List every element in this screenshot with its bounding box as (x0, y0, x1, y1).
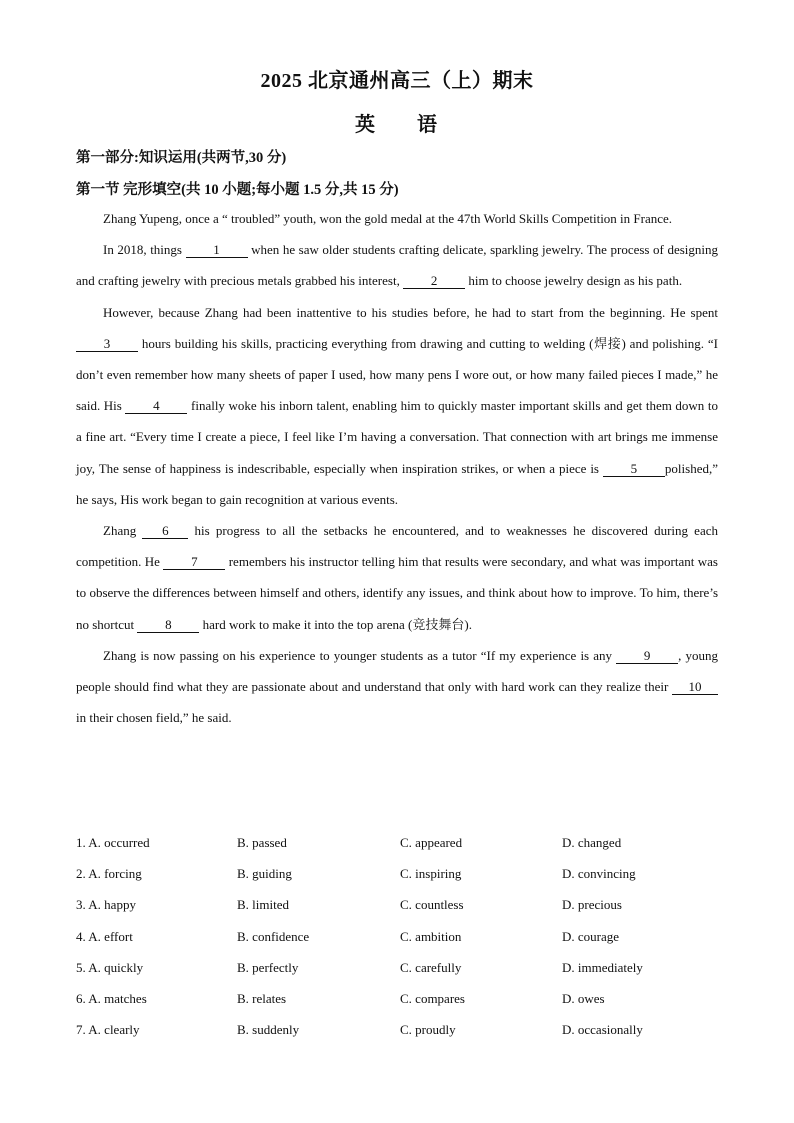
paragraph-text: However, because Zhang had been inattentive to his studies before, he had to start from the beginning. He spent (103, 304, 718, 320)
option-b: B. confidence (237, 928, 310, 944)
answer-options (76, 827, 726, 1045)
paragraph-text: remembers his instructor telling him that results were secondary, and what was important was to observe the differences between himself and others, identify any issues, and think about how to improve. To him, there’s no shortcut (76, 554, 718, 632)
option-b: B. suddenly (237, 1022, 300, 1038)
paragraph-text: , young people should find what they are passionate about and understand that only with hard work can they realize their (76, 647, 718, 695)
paragraph (76, 515, 718, 640)
paragraph (76, 297, 718, 515)
option-c: C. proudly (400, 1022, 456, 1038)
option-row (76, 952, 726, 983)
paragraph-text: his progress to all the setbacks he encountered, and to weaknesses he discovered during each competition. He (76, 523, 718, 570)
option-a: 7. A. clearly (76, 1022, 140, 1038)
paragraph-text: Zhang Yupeng, once a “ troubled” youth, won the gold medal at the 47th World Skills Competition in France. (103, 211, 673, 226)
option-c: C. ambition (400, 928, 462, 944)
option-b: B. relates (237, 990, 287, 1006)
paragraph-text: in their chosen field,” he said. (76, 710, 232, 726)
option-d: D. occasionally (562, 1022, 643, 1038)
blank-1: 1 (186, 242, 248, 258)
option-row (76, 827, 726, 858)
blank-10: 10 (672, 679, 718, 695)
option-a: 6. A. matches (76, 990, 147, 1006)
option-a: 2. A. forcing (76, 866, 142, 882)
option-row (76, 1014, 726, 1045)
option-d: D. precious (562, 897, 622, 913)
blank-2: 2 (403, 273, 465, 289)
option-d: D. courage (562, 928, 620, 944)
part-heading: 第一部分:知识运用(共两节,30 分) (76, 150, 287, 166)
option-c: C. countless (400, 897, 464, 913)
paragraph (76, 203, 718, 234)
blank-5: 5 (603, 461, 665, 477)
paragraph-text: finally woke his inborn talent, enabling him to quickly master important skills and get them down to a fine art. “Every time I create a piece, I feel like I’m having a conversation. That connection with art brings me immense joy, The sense of happiness is indescribable, especially when inspiration strikes, or when a piece is (76, 398, 718, 476)
paragraph-text: hard work to make it into the top arena (竞技舞台). (199, 616, 472, 632)
option-d: D. immediately (562, 959, 643, 975)
option-row (76, 921, 726, 952)
option-a: 5. A. quickly (76, 959, 144, 975)
paragraph-text: hours building his skills, practicing everything from drawing and cutting to welding (焊接) and polishing. “I don’t even remember how many sheets of paper I used, how many pens I wore out, or how many failed pieces I made,” he said. His (76, 335, 718, 414)
option-d: D. convincing (562, 866, 636, 882)
subject-char: 英 (355, 114, 377, 136)
paragraph-text: polished,” he says, His work began to gain recognition at various events. (76, 460, 718, 507)
paragraph-text: him to choose jewelry design as his path. (465, 273, 683, 289)
exam-title: 2025 北京通州高三（上）期末 (260, 70, 534, 92)
option-b: B. limited (237, 897, 289, 913)
paragraph-text: Zhang (103, 523, 143, 539)
blank-9: 9 (616, 648, 678, 664)
blank-7: 7 (163, 554, 225, 570)
option-a: 1. A. occurred (76, 835, 150, 850)
option-a: 3. A. happy (76, 897, 136, 913)
option-b: B. passed (237, 835, 287, 850)
option-a: 4. A. effort (76, 928, 133, 944)
paragraph-text: Zhang is now passing on his experience to younger students as a tutor “If my experience is any (103, 647, 617, 663)
option-c: C. carefully (400, 959, 462, 975)
option-c: C. inspiring (400, 866, 462, 882)
option-d: D. owes (562, 990, 605, 1006)
blank-6: 6 (142, 523, 188, 539)
cloze-passage (76, 203, 718, 733)
option-row (76, 983, 726, 1014)
section-heading: 第一节 完形填空(共 10 小题;每小题 1.5 分,共 15 分) (76, 182, 399, 198)
blank-4: 4 (125, 398, 187, 414)
option-row (76, 889, 726, 920)
option-c: C. compares (400, 990, 465, 1006)
blank-8: 8 (137, 617, 199, 633)
blank-3: 3 (76, 336, 138, 352)
option-b: B. perfectly (237, 959, 299, 975)
paragraph-text: In 2018, things (103, 242, 186, 258)
subject-heading (0, 108, 794, 137)
subject-char: 语 (417, 114, 439, 136)
option-c: C. appeared (400, 835, 463, 850)
option-b: B. guiding (237, 866, 292, 882)
paragraph (76, 234, 718, 296)
option-row (76, 858, 726, 889)
paragraph (76, 640, 718, 734)
paragraph-text: when he saw older students crafting delicate, sparkling jewelry. The process of designing and crafting jewelry with precious metals grabbed his interest, (76, 242, 718, 289)
option-d: D. changed (562, 835, 622, 850)
